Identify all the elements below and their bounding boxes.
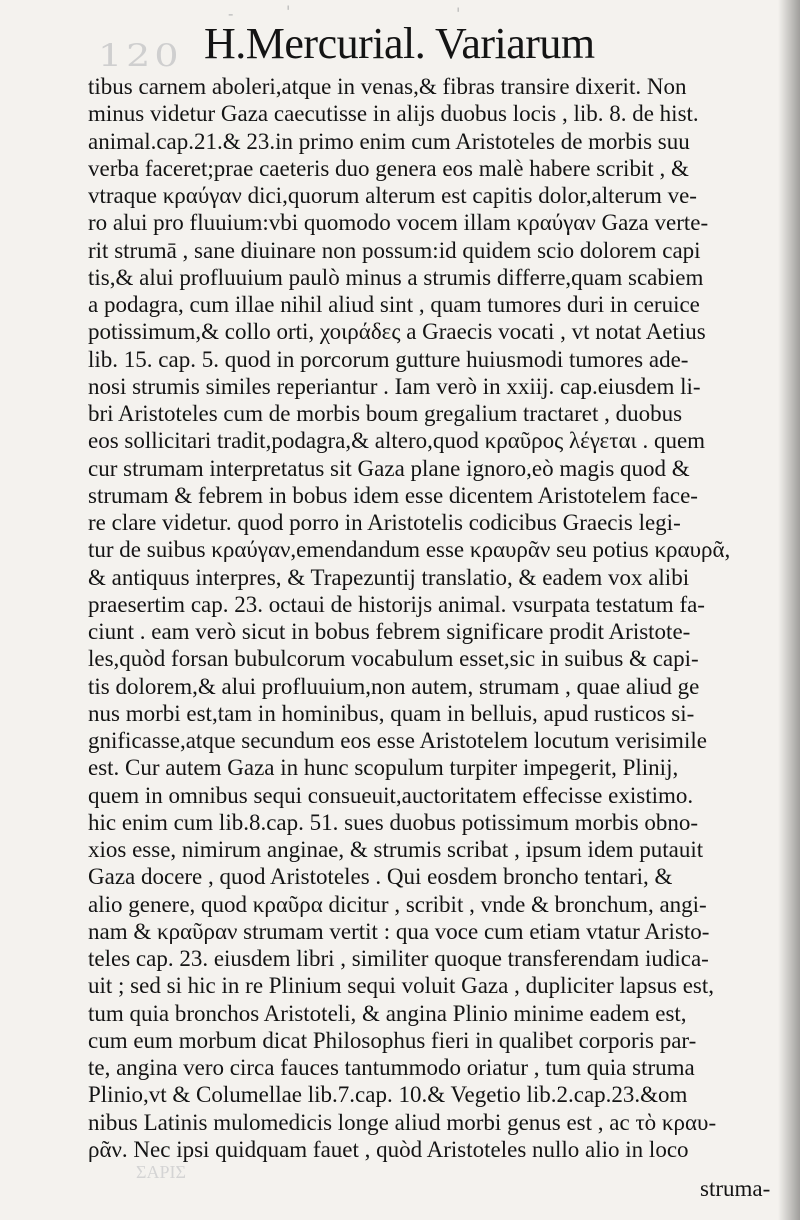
text-line: animal.cap.21.& 23.in primo enim cum Aristoteles de morbis suu — [88, 128, 690, 154]
text-line: xios esse, nimirum anginae, & strumis scribat , ipsum idem putauit — [88, 837, 704, 862]
show-through-mark: ' — [286, 2, 291, 21]
text-line: est. Cur autem Gaza in hunc scopulum turpiter impegerit, Plinij, — [88, 755, 679, 781]
text-line: vtraque κραύγαν dici,quorum alterum est capitis dolor,alterum ve- — [88, 183, 697, 208]
running-head: H.Mercurial. Variarum — [204, 19, 595, 68]
text-line: nus morbi est,tam in hominibus, quam in belluis, apud rusticos si- — [88, 700, 695, 726]
text-line: potissimum,& collo orti, χοιράδες a Graecis vocati , vt notat Aetius — [88, 319, 706, 345]
text-line: ρᾶν. Nec ipsi quidquam fauet , quòd Aristoteles nullo alio in loco — [88, 1136, 689, 1162]
text-line: re clare videtur. quod porro in Aristotelis codicibus Graecis legi- — [88, 510, 681, 535]
body-text — [88, 73, 768, 1163]
text-line: Plinio,vt & Columellae lib.7.cap. 10.& Vegetio lib.2.cap.23.&om — [88, 1082, 688, 1108]
text-line: Gaza docere , quod Aristoteles . Qui eosdem broncho tentari, & — [88, 864, 673, 890]
text-line: lib. 15. cap. 5. quod in porcorum gutture huiusmodi tumores ade- — [88, 346, 689, 372]
text-line: tis,& alui profluuium paulò minus a strumis differre,quam scabiem — [88, 264, 704, 290]
text-line: te, angina vero circa fauces tantummodo oriatur , tum quia struma — [88, 1055, 695, 1080]
text-line: verba faceret;prae caeteris duo genera eos malè habere scribit , & — [88, 155, 689, 181]
text-line: & antiquus interpres, & Trapezuntij translatio, & eadem vox alibi — [88, 564, 690, 590]
text-line: teles cap. 23. eiusdem libri , similiter quoque transferendam iudica- — [88, 946, 709, 971]
text-line: les,quòd forsan bubulcorum vocabulum esset,sic in suibus & capi- — [88, 646, 699, 672]
text-line: nosi strumis similes reperiantur . Iam verò in xxiij. cap.eiusdem li- — [88, 373, 701, 399]
text-line: quem in omnibus sequi consueuit,auctoritatem effecisse existimo. — [88, 782, 694, 808]
text-line: rit strumā , sane diuinare non possum:id quidem scio dolorem capi — [88, 237, 701, 263]
text-line: minus videtur Gaza caecutisse in alijs duobus locis , lib. 8. de hist. — [88, 101, 699, 127]
text-line: alio genere, quod κραῦρα dicitur , scribit , vnde & bronchum, angi- — [88, 891, 707, 917]
faint-stamp: ΣΑΡΙΣ — [136, 1162, 186, 1182]
text-line: ro alui pro fluuium:vbi quomodo vocem illam κραύγαν Gaza verte- — [88, 210, 709, 236]
text-line: bri Aristoteles cum de morbis boum gregalium tractaret , duobus — [88, 401, 683, 426]
show-through-mark: ' — [456, 4, 461, 23]
text-line: tis dolorem,& alui profluuium,non autem, strumam , quae aliud ge — [88, 673, 700, 699]
text-line: hic enim cum lib.8.cap. 51. sues duobus potissimum morbis obno- — [88, 809, 699, 835]
page-edge-shadow — [778, 0, 800, 1220]
text-line: nibus Latinis mulomedicis longe aliud morbi genus est , ac τὸ κραυ- — [88, 1109, 717, 1135]
text-line: cum eum morbum dicat Philosophus fieri in qualibet corporis par- — [88, 1027, 697, 1053]
text-line: nam & κραῦραν strumam vertit : qua voce cum etiam vtatur Aristo- — [88, 918, 710, 944]
text-line: tum quia bronchos Aristoteli, & angina Plinio minime eadem est, — [88, 1000, 687, 1026]
text-line: ciunt . eam verò sicut in bobus febrem significare prodit Aristote- — [88, 619, 691, 644]
page-number: 120 — [98, 38, 183, 74]
text-line: gnificasse,atque secundum eos esse Aristotelem locutum verisimile — [88, 728, 707, 753]
show-through-mark: - — [228, 4, 234, 23]
catchword: struma- — [700, 1176, 771, 1201]
text-line: tibus carnem aboleri,atque in venas,& fibras transire dixerit. Non — [88, 74, 687, 99]
text-line: cur strumam interpretatus sit Gaza plane ignoro,eò magis quod & — [88, 455, 690, 481]
text-line: uit ; sed si hic in re Plinium sequi voluit Gaza , dupliciter lapsus est, — [88, 973, 715, 999]
text-line: strumam & febrem in bobus idem esse dicentem Aristotelem face- — [88, 482, 698, 508]
text-line: tur de suibus κραύγαν,emendandum esse κραυρᾶν seu potius κραυρᾶ, — [88, 537, 731, 563]
text-line: praesertim cap. 23. octaui de historijs animal. vsurpata testatum fa- — [88, 591, 705, 617]
text-line: eos sollicitari tradit,podagra,& altero,quod κραῦρος λέγεται . quem — [88, 428, 706, 454]
text-line: a podagra, cum illae nihil aliud sint , quam tumores duri in ceruice — [88, 292, 700, 317]
